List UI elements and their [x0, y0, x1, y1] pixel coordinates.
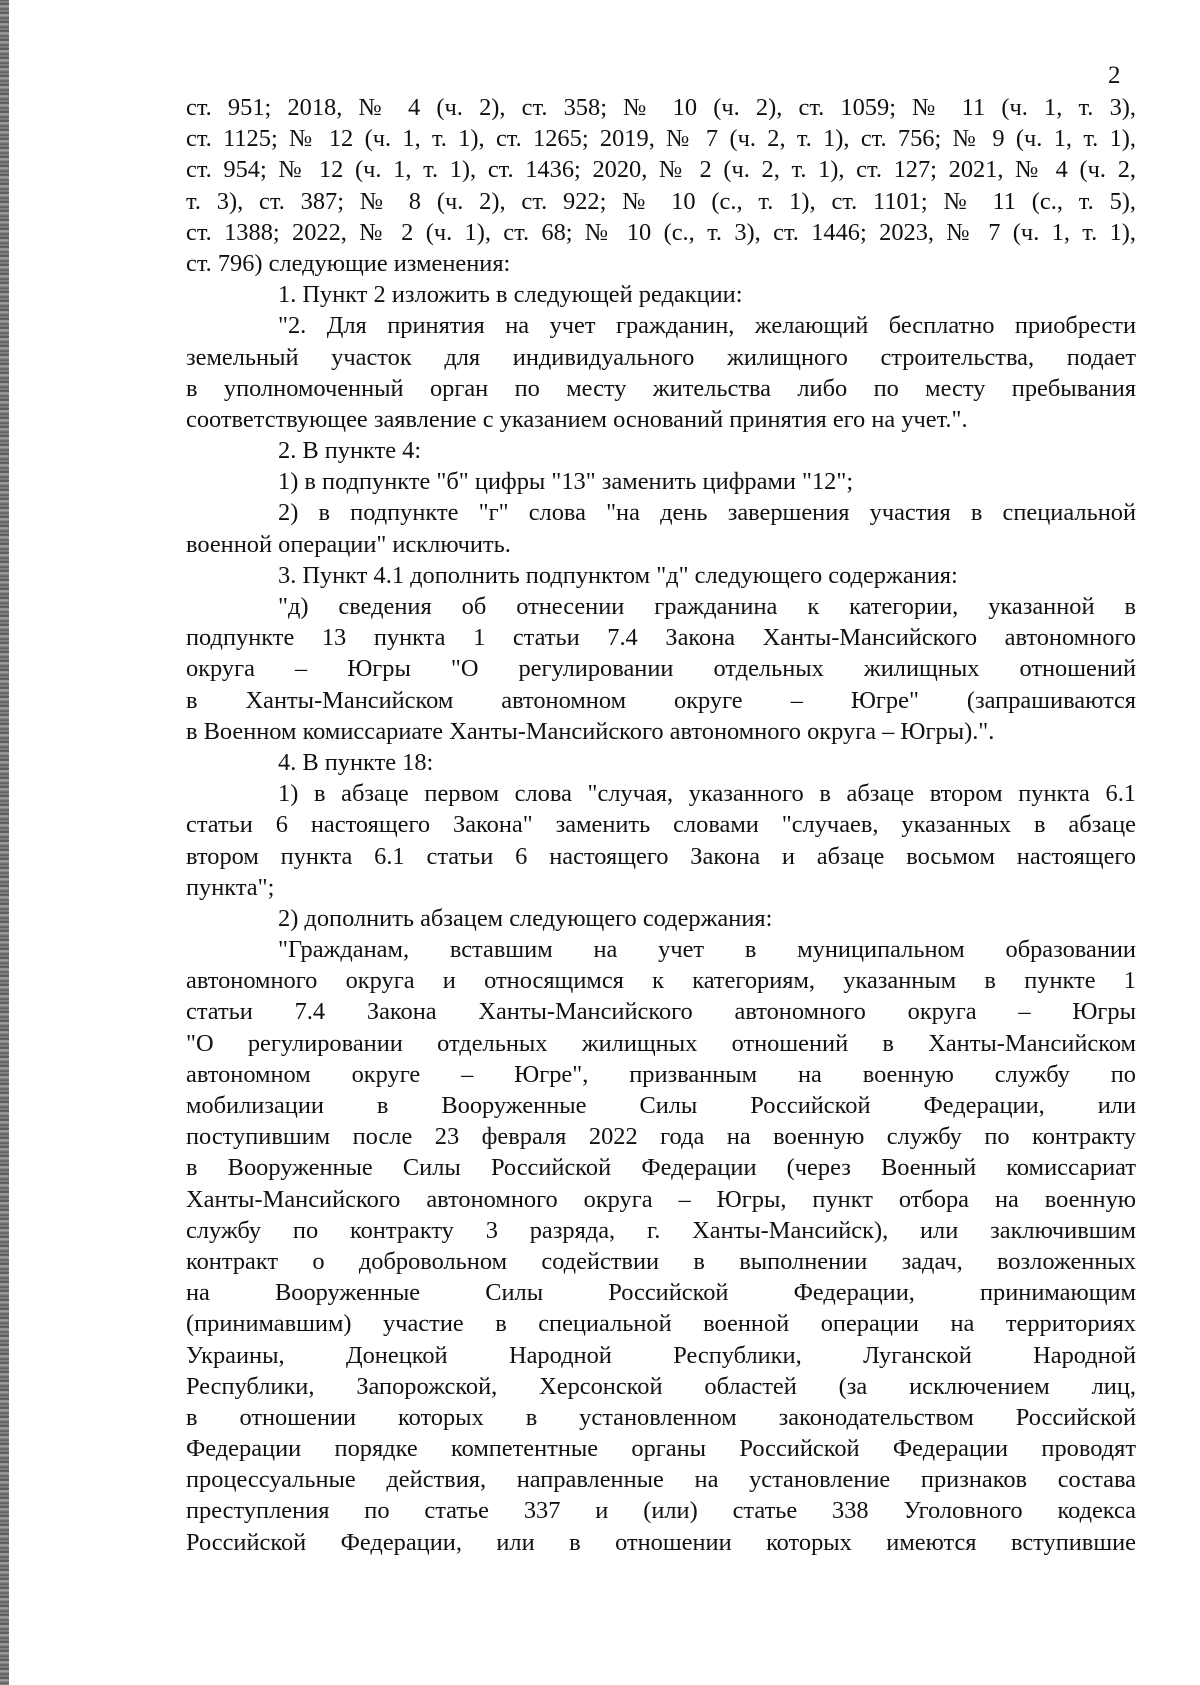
text-line: пункта"; — [186, 873, 275, 901]
text-line: Украины, Донецкой Народной Республики, Луганской Народной — [186, 1341, 1136, 1369]
text-line: в Вооруженные Силы Российской Федерации (через Военный комиссариат — [186, 1154, 1136, 1182]
text-line: т. 3), ст. 387; № 8 (ч. 2), ст. 922; № 10 (с., т. 1), ст. 1101; № 11 (с., т. 5), — [186, 187, 1136, 215]
text-line: "О регулировании отдельных жилищных отношений в Ханты-Мансийском — [186, 1029, 1136, 1057]
text-line: автономном округе – Югре", призванным на военную службу по — [186, 1060, 1136, 1088]
text-line: округа – Югры "О регулировании отдельных жилищных отношений — [186, 655, 1136, 683]
text-line: преступления по статье 337 и (или) статье 338 Уголовного кодекса — [186, 1497, 1136, 1525]
text-line: земельный участок для индивидуального жилищного строительства, подает — [186, 343, 1136, 371]
text-line: военной операции" исключить. — [186, 530, 511, 558]
text-line: в Ханты-Мансийском автономном округе – Югре" (запрашиваются — [186, 686, 1136, 714]
text-line: Федерации порядке компетентные органы Российской Федерации проводят — [186, 1435, 1136, 1463]
document-body — [186, 92, 1136, 1558]
text-line: 3. Пункт 4.1 дополнить подпунктом "д" следующего содержания: — [278, 561, 958, 589]
text-line: автономного округа и относящимся к категориям, указанным в пункте 1 — [186, 967, 1136, 995]
text-line: службу по контракту 3 разряда, г. Ханты-Мансийск), или заключившим — [186, 1216, 1136, 1244]
text-line: статьи 6 настоящего Закона" заменить словами "случаев, указанных в абзаце — [186, 811, 1136, 839]
text-line: Республики, Запорожской, Херсонской областей (за исключением лиц, — [186, 1372, 1136, 1400]
text-line: в отношении которых в установленном законодательством Российской — [186, 1403, 1136, 1431]
page-number: 2 — [1108, 62, 1121, 89]
text-line: на Вооруженные Силы Российской Федерации, принимающим — [186, 1279, 1136, 1307]
text-line: мобилизации в Вооруженные Силы Российской Федерации, или — [186, 1092, 1136, 1119]
text-line: статьи 7.4 Закона Ханты-Мансийского автономного округа – Югры — [186, 998, 1136, 1026]
text-line: ст. 1388; 2022, № 2 (ч. 1), ст. 68; № 10 (с., т. 3), ст. 1446; 2023, № 7 (ч. 1, т. 1), — [186, 218, 1136, 246]
text-line: в уполномоченный орган по месту жительства либо по месту пребывания — [186, 374, 1136, 402]
text-line: ст. 796) следующие изменения: — [186, 249, 511, 277]
text-line: 1. Пункт 2 изложить в следующей редакции: — [278, 281, 743, 309]
text-line: ст. 1125; № 12 (ч. 1, т. 1), ст. 1265; 2019, № 7 (ч. 2, т. 1), ст. 756; № 9 (ч. 1, т. 1), — [186, 125, 1136, 153]
text-line: 2. В пункте 4: — [278, 437, 422, 465]
text-line: "Гражданам, вставшим на учет в муниципальном образовании — [278, 936, 1136, 964]
text-line: контракт о добровольном содействии в выполнении задач, возложенных — [186, 1247, 1136, 1275]
text-line: 4. В пункте 18: — [278, 748, 434, 776]
text-line: 1) в абзаце первом слова "случая, указанного в абзаце втором пункта 6.1 — [278, 780, 1136, 808]
text-line: Российской Федерации, или в отношении которых имеются вступившие — [186, 1528, 1136, 1556]
scan-edge-artifact — [0, 0, 9, 1685]
text-line: "д) сведения об отнесении гражданина к категории, указанной в — [278, 593, 1136, 620]
text-line: (принимавшим) участие в специальной военной операции на территориях — [186, 1310, 1136, 1338]
text-line: "2. Для принятия на учет гражданин, желающий бесплатно приобрести — [278, 312, 1136, 340]
text-line: Ханты-Мансийского автономного округа – Югры, пункт отбора на военную — [186, 1185, 1136, 1213]
text-line: соответствующее заявление с указанием оснований принятия его на учет.". — [186, 405, 968, 433]
text-line: 1) в подпункте "б" цифры "13" заменить цифрами "12"; — [278, 468, 854, 496]
text-line: поступившим после 23 февраля 2022 года на военную службу по контракту — [186, 1123, 1136, 1151]
text-line: 2) в подпункте "г" слова "на день завершения участия в специальной — [278, 499, 1136, 527]
text-line: в Военном комиссариате Ханты-Мансийского автономного округа – Югры).". — [186, 717, 995, 745]
text-line: втором пункта 6.1 статьи 6 настоящего Закона и абзаце восьмом настоящего — [186, 842, 1136, 870]
text-line: ст. 951; 2018, № 4 (ч. 2), ст. 358; № 10 (ч. 2), ст. 1059; № 11 (ч. 1, т. 3), — [186, 94, 1136, 121]
text-line: процессуальные действия, направленные на установление признаков состава — [186, 1466, 1136, 1494]
text-line: 2) дополнить абзацем следующего содержания: — [278, 904, 773, 932]
text-line: подпункте 13 пункта 1 статьи 7.4 Закона Ханты-Мансийского автономного — [186, 624, 1136, 652]
text-line: ст. 954; № 12 (ч. 1, т. 1), ст. 1436; 2020, № 2 (ч. 2, т. 1), ст. 127; 2021, № 4 (ч. 2, — [186, 156, 1136, 184]
